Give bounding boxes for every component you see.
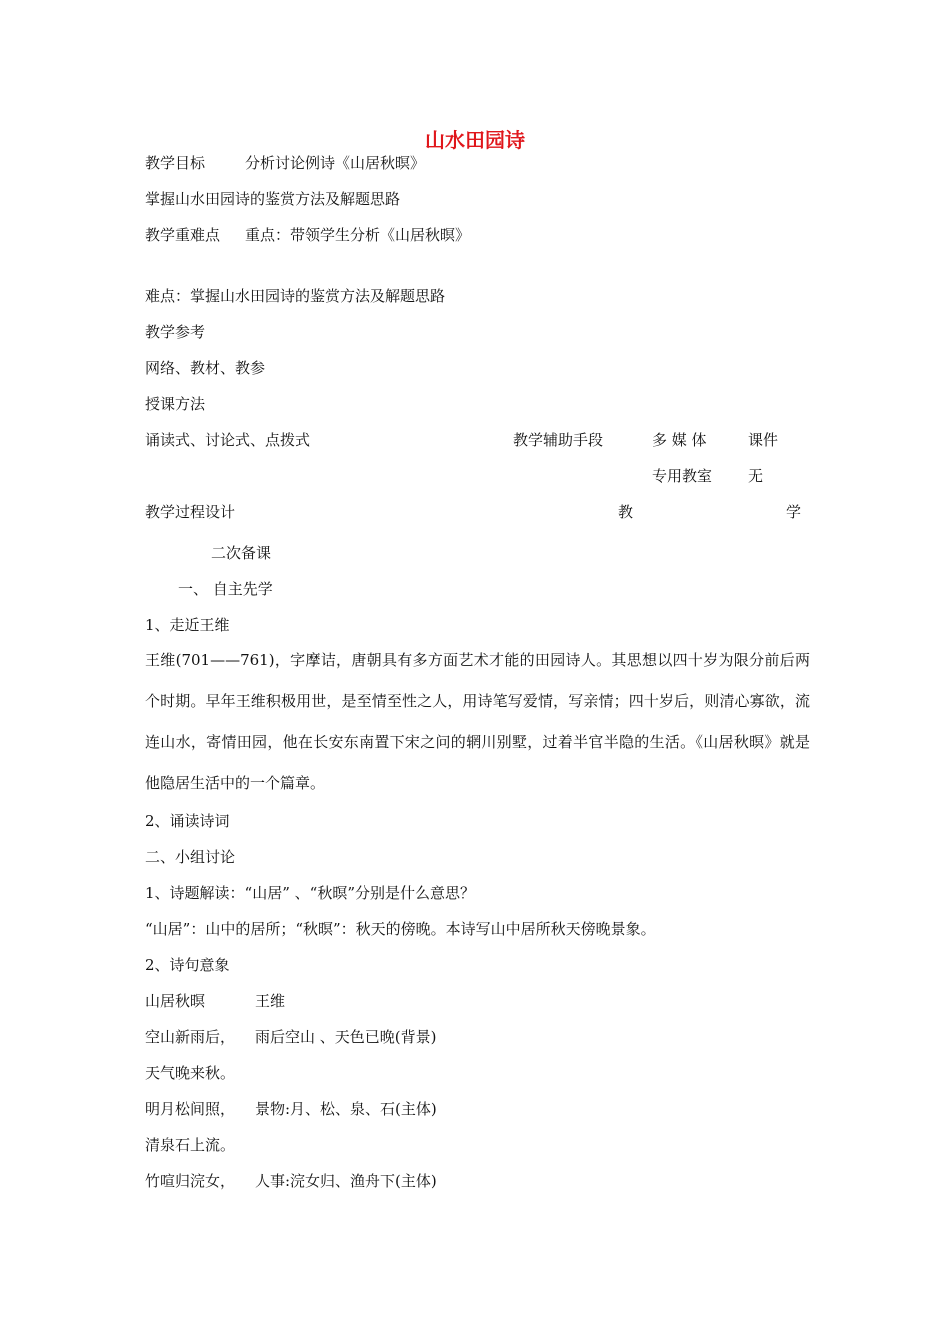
key-points-label: 教学重难点 xyxy=(145,226,221,244)
poem-line-note: 景物:月、松、泉、石(主体) xyxy=(255,1100,437,1118)
section2-heading: 二、小组讨论 xyxy=(145,848,236,866)
aids-room-value: 无 xyxy=(748,467,764,485)
poem-line: 空山新雨后， xyxy=(145,1028,236,1046)
section1-sub2: 2、诵读诗词 xyxy=(145,812,230,830)
poem-line-note: 人事:浣女归、渔舟下(主体) xyxy=(255,1172,437,1190)
key-points-difficulty: 难点：掌握山水田园诗的鉴赏方法及解题思路 xyxy=(145,287,446,305)
process-label: 教学过程设计 xyxy=(145,503,236,521)
objectives-label: 教学目标 xyxy=(145,154,206,172)
section1-sub1: 1、走近王维 xyxy=(145,616,230,634)
poem-author: 王维 xyxy=(255,992,286,1010)
methods-label: 授课方法 xyxy=(145,395,206,413)
second-prep-label: 二次备课 xyxy=(211,544,272,562)
methods-value: 诵读式、讨论式、点拨式 xyxy=(145,431,311,449)
section2-answer1: “山居”：山中的居所；“秋暝”：秋天的傍晚。本诗写山中居所秋天傍晚景象。 xyxy=(145,920,656,938)
aids-media-label: 多 媒 体 xyxy=(652,431,707,449)
references-value: 网络、教材、教参 xyxy=(145,359,266,377)
poem-line: 清泉石上流。 xyxy=(145,1136,236,1154)
poem-title: 山居秋暝 xyxy=(145,992,206,1010)
references-label: 教学参考 xyxy=(145,323,206,341)
poem-line: 天气晚来秋。 xyxy=(145,1064,236,1082)
section2-question2: 2、诗句意象 xyxy=(145,956,230,974)
poem-line: 竹喧归浣女， xyxy=(145,1172,236,1190)
poem-line: 明月松间照， xyxy=(145,1100,236,1118)
process-col-a: 教 xyxy=(618,503,634,521)
poem-line-note: 雨后空山 、天色已晚(背景) xyxy=(255,1028,437,1046)
objectives-item2: 掌握山水田园诗的鉴赏方法及解题思路 xyxy=(145,190,401,208)
aids-room-label: 专用教室 xyxy=(652,467,713,485)
aids-label: 教学辅助手段 xyxy=(513,431,604,449)
section2-question1: 1、诗题解读：“山居” 、“秋暝”分别是什么意思？ xyxy=(145,884,475,902)
aids-media-value: 课件 xyxy=(748,431,779,449)
wang-wei-bio: 王维(701——761)，字摩诘，唐朝具有多方面艺术才能的田园诗人。其思想以四十岁为限分前后两个时期。早年王维积极用世，是至情至性之人，用诗笔写爱情，写亲情；四十岁后，则清心寡欲，流连山水，寄情田园，他在长安东南置下宋之问的辋川别墅，过着半官半隐的生活。《山居秋暝》就是他隐居生活中的一个篇章。 xyxy=(145,651,811,792)
page-title: 山水田园诗 xyxy=(425,128,525,152)
section1-heading: 一、 自主先学 xyxy=(178,580,273,598)
process-col-b: 学 xyxy=(786,503,802,521)
key-points-focus: 重点：带领学生分析《山居秋暝》 xyxy=(245,226,471,244)
objectives-item1: 分析讨论例诗《山居秋暝》 xyxy=(245,154,426,172)
